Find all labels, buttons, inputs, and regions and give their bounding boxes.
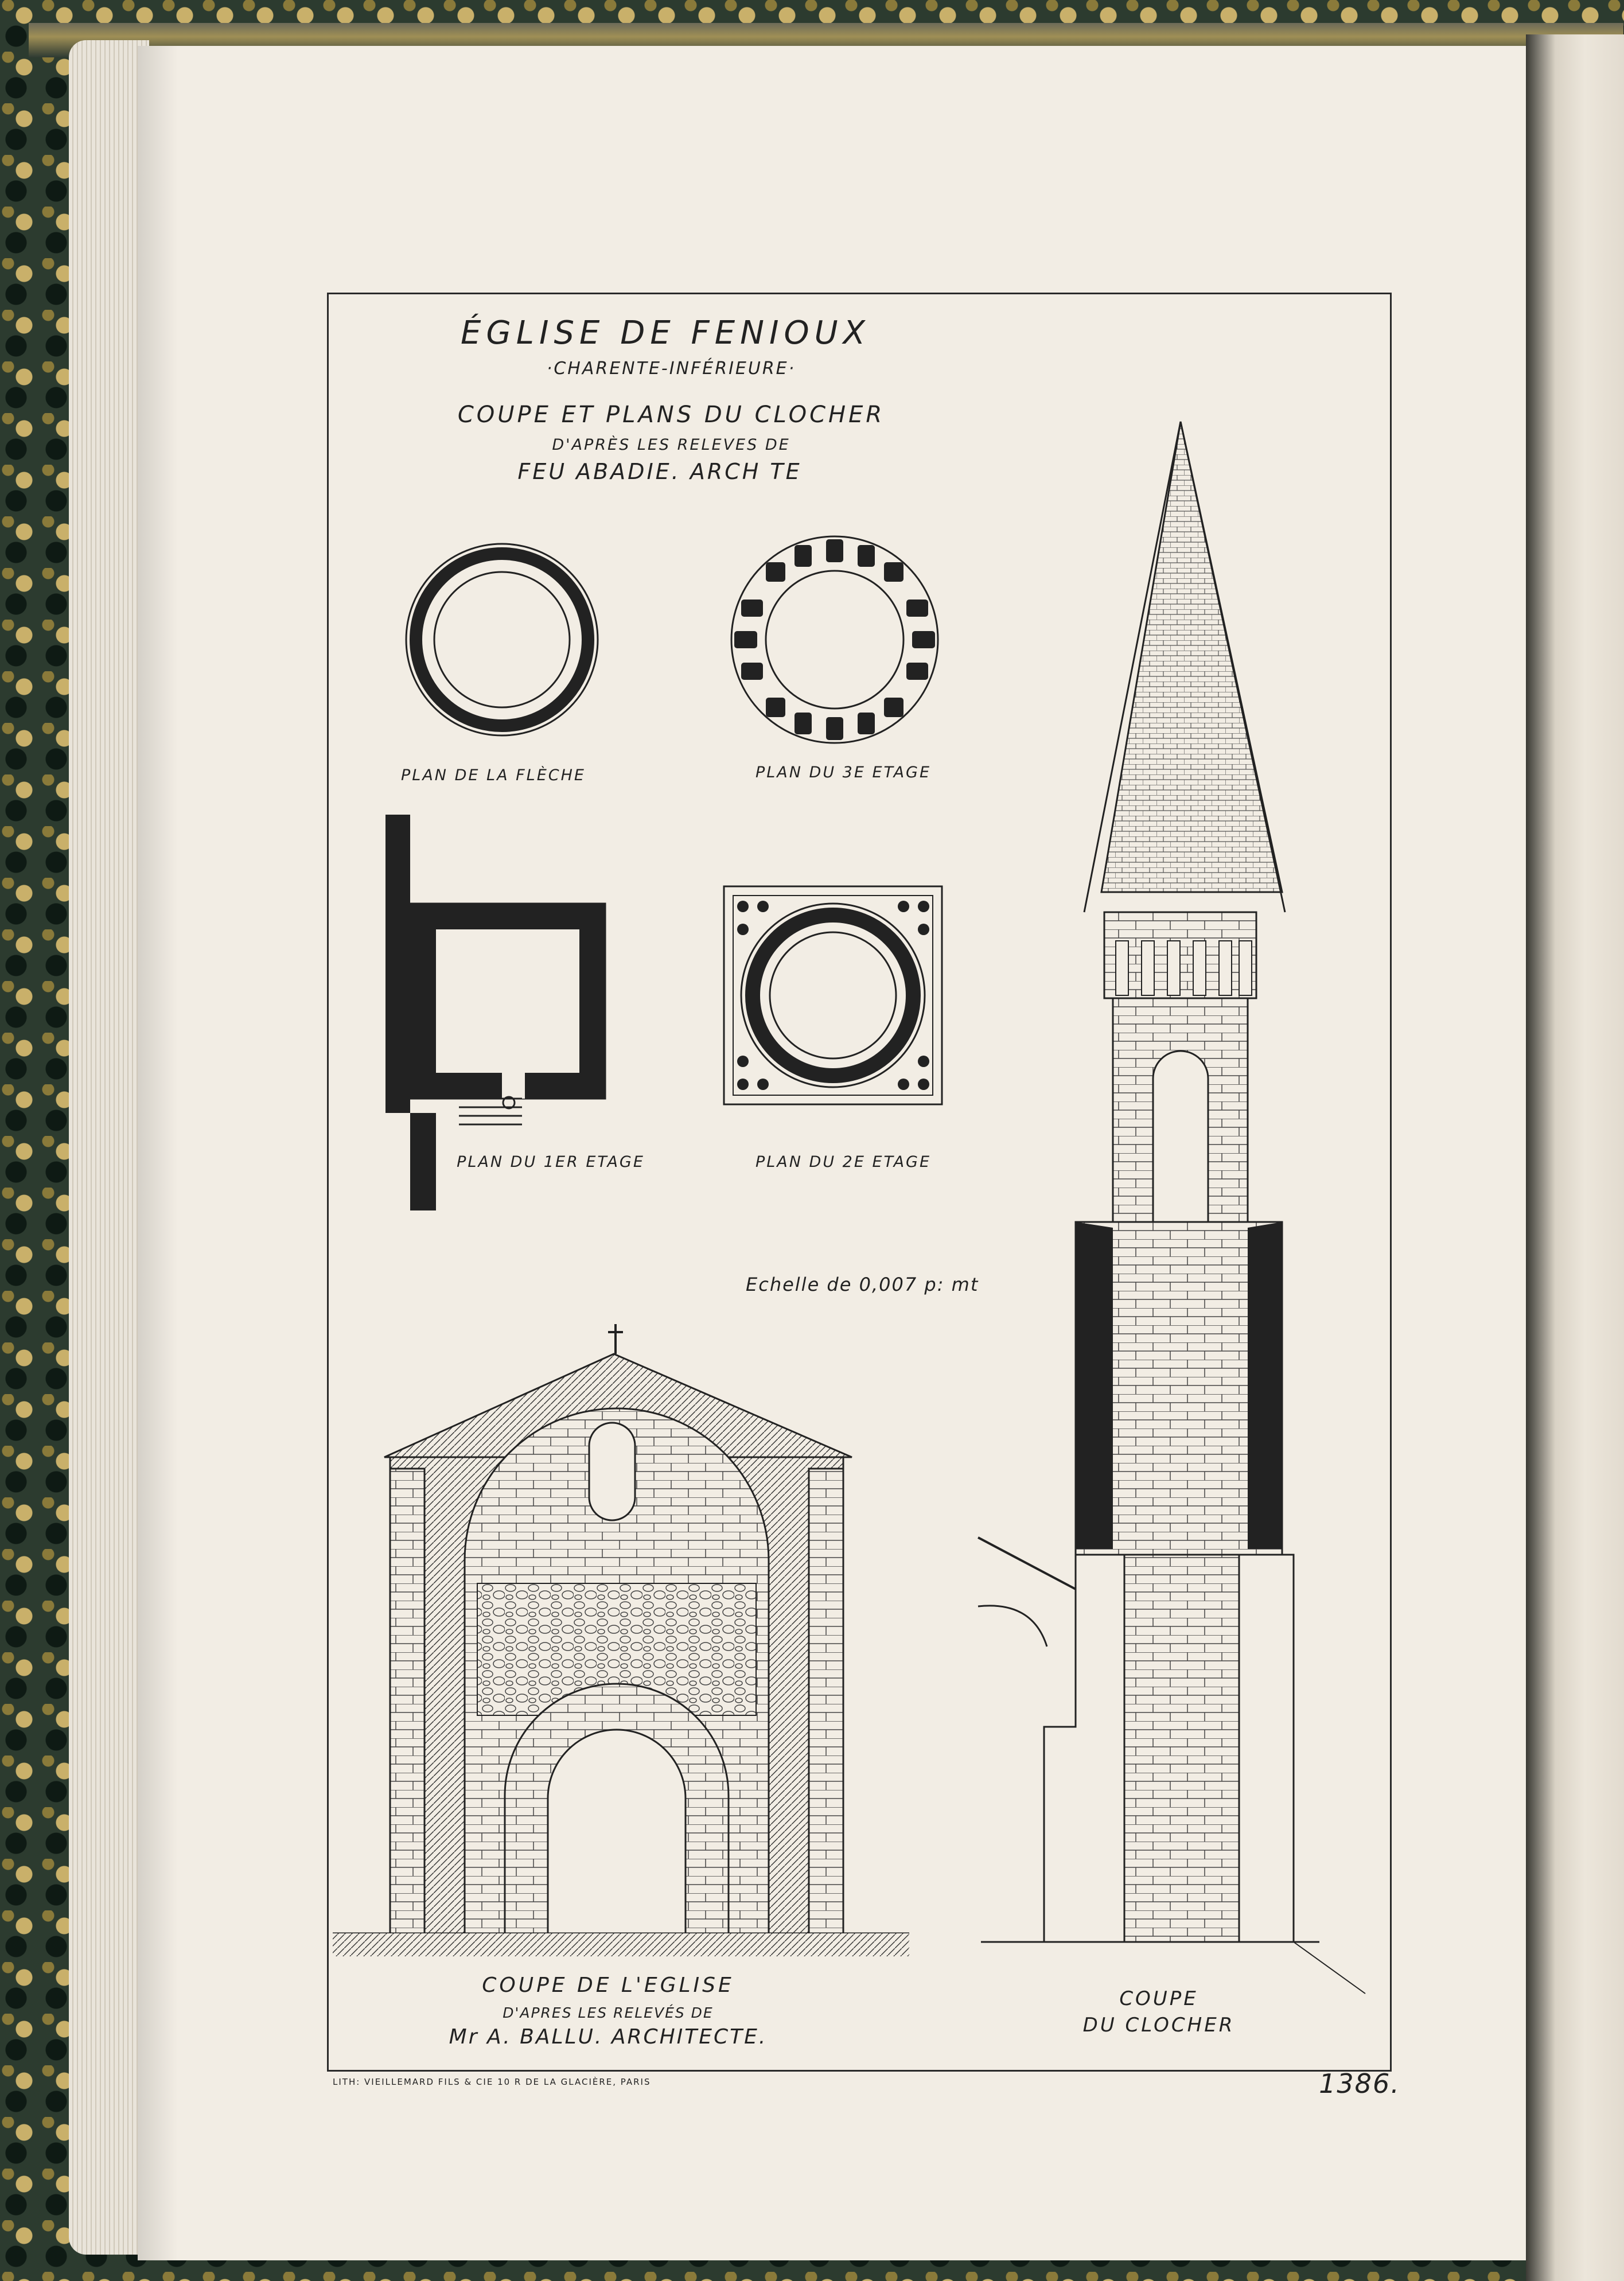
- plan-1er-drawing: [385, 815, 605, 1210]
- architect-abadie: FEU ABADIE. ARCH TE: [517, 459, 802, 484]
- label-coupe-eglise: COUPE DE L'EGLISE: [482, 1974, 734, 1997]
- plan-fleche-drawing: [406, 544, 598, 735]
- coupe-eglise-surveys: D'APRES LES RELEVÉS DE: [503, 2004, 714, 2021]
- plate-title: ÉGLISE DE FENIOUX: [461, 314, 870, 352]
- coupe-eglise-drawing: [333, 1324, 909, 1956]
- plan-3e-drawing: [731, 536, 938, 743]
- architect-ballu: Mr A. BALLU. ARCHITECTE.: [449, 2025, 768, 2049]
- plate-subtitle: COUPE ET PLANS DU CLOCHER: [457, 402, 885, 428]
- plan-2e-drawing: [724, 886, 942, 1104]
- coupe-clocher-drawing: [978, 422, 1365, 1994]
- printer-credit: LITH: VIEILLEMARD FILS & CIE 10 R DE LA GLACIÈRE, PARIS: [333, 2077, 651, 2087]
- surveys-note: D'APRÈS LES RELEVES DE: [552, 436, 790, 454]
- label-plan-fleche: PLAN DE LA FLÈCHE: [401, 766, 586, 784]
- plate-number: 1386.: [1319, 2068, 1400, 2099]
- label-plan-3e-etage: PLAN DU 3E ETAGE: [755, 764, 932, 781]
- label-coupe-clocher-line2: DU CLOCHER: [1082, 2014, 1235, 2037]
- scale-note: Echelle de 0,007 p: mt: [746, 1274, 979, 1295]
- label-plan-1er-etage: PLAN DU 1ER ETAGE: [457, 1153, 645, 1171]
- label-coupe-clocher-line1: COUPE: [1119, 1987, 1198, 2010]
- plate-region: ·CHARENTE-INFÉRIEURE·: [546, 359, 796, 379]
- label-plan-2e-etage: PLAN DU 2E ETAGE: [755, 1153, 932, 1171]
